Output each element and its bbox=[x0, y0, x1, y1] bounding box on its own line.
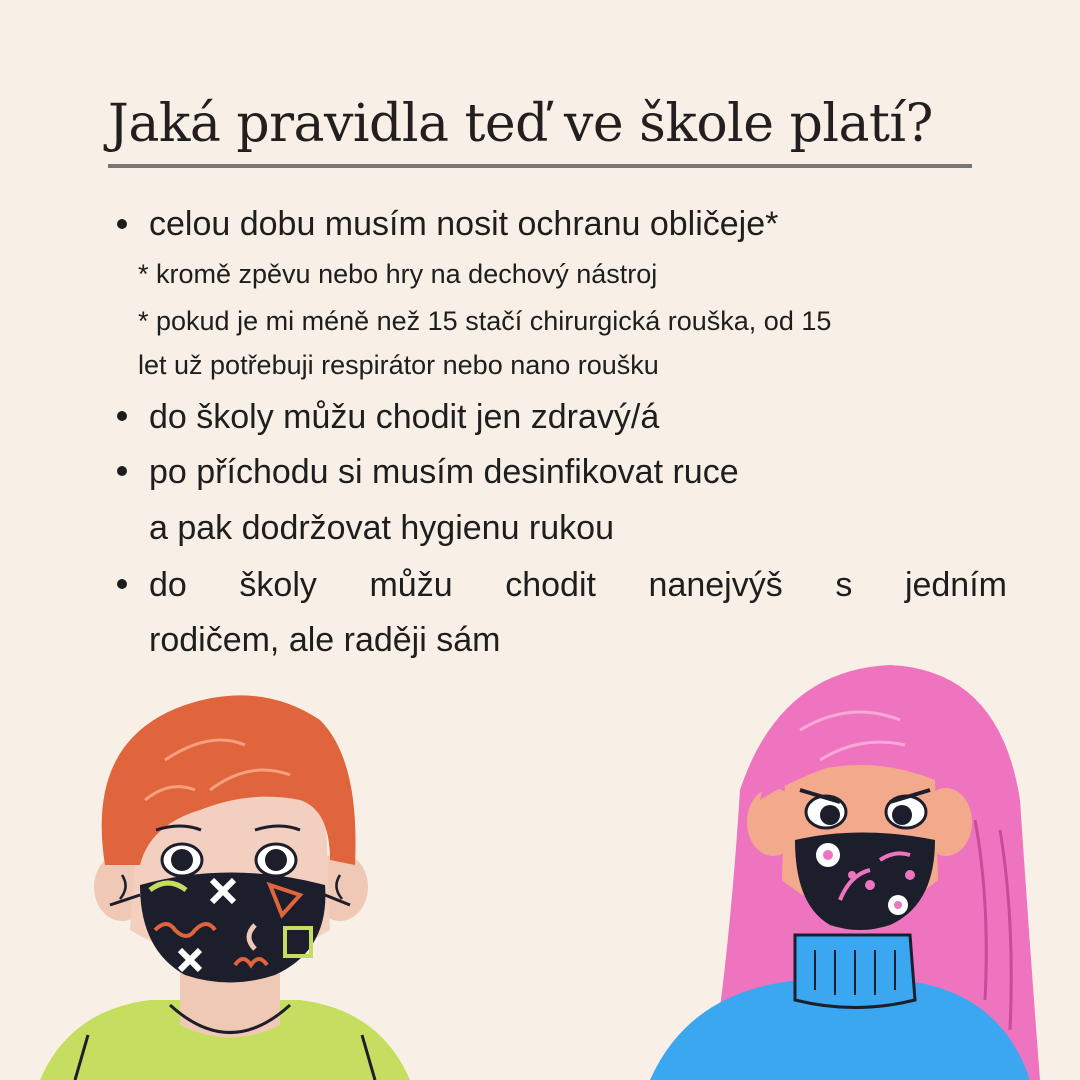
word: školy bbox=[239, 566, 317, 604]
girl-with-mask-illustration bbox=[620, 660, 1080, 1080]
rule-3-line-1: po příchodu si musím desinfikovat ruce bbox=[149, 453, 739, 491]
word: nanejvýš bbox=[648, 566, 783, 604]
rule-1-note-2: * pokud je mi méně než 15 stačí chirurgická rouška, od 15 bbox=[138, 306, 832, 336]
bullet bbox=[117, 466, 127, 476]
page-title: Jaká pravidla teď ve škole platí? bbox=[108, 94, 933, 154]
word: chodit bbox=[505, 566, 596, 604]
rule-3-line-2: a pak dodržovat hygienu rukou bbox=[149, 509, 614, 547]
boy-with-mask-illustration bbox=[0, 680, 460, 1080]
bullet bbox=[117, 411, 127, 421]
word: do bbox=[149, 566, 187, 604]
rule-4-line-1 bbox=[149, 565, 1007, 605]
bullet bbox=[117, 219, 127, 229]
bullet bbox=[117, 579, 127, 589]
word: můžu bbox=[369, 566, 453, 604]
rule-2-text: do školy můžu chodit jen zdravý/á bbox=[149, 398, 660, 436]
word: s bbox=[835, 566, 853, 604]
rule-1-text: celou dobu musím nosit ochranu obličeje* bbox=[149, 205, 779, 243]
rule-4-line-2: rodičem, ale raději sám bbox=[149, 621, 501, 659]
rule-1-note-3: let už potřebuji respirátor nebo nano roušku bbox=[138, 350, 659, 380]
rule-1-note-1: * kromě zpěvu nebo hry na dechový nástroj bbox=[138, 259, 658, 289]
word: jedním bbox=[904, 566, 1007, 604]
